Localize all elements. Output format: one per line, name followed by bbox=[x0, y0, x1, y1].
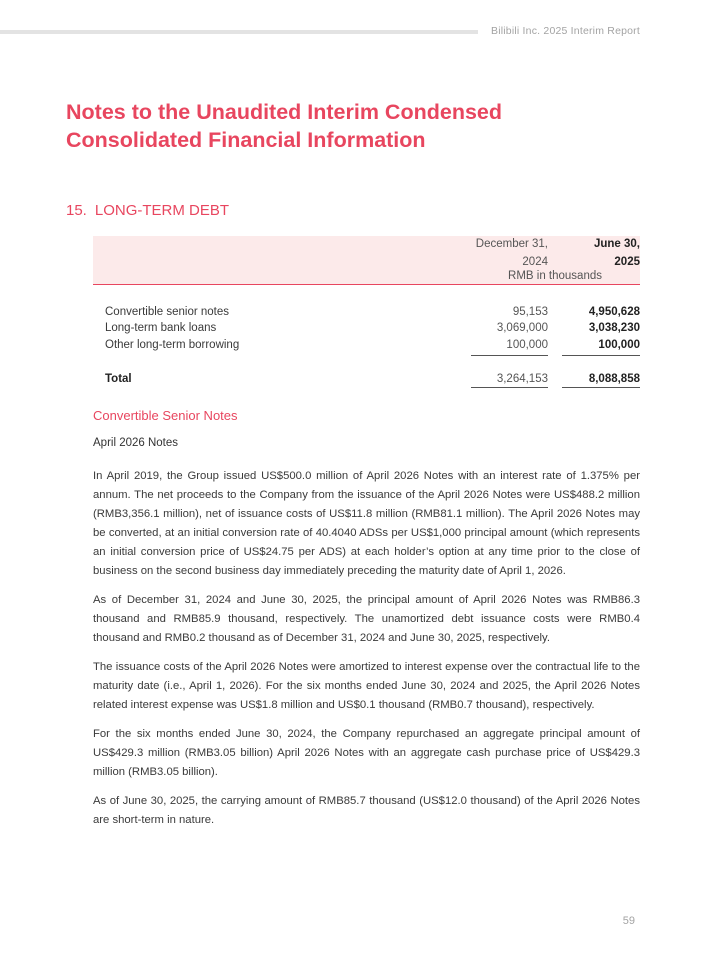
page-title: Notes to the Unaudited Interim Condensed Consolidated Financial Information bbox=[66, 100, 502, 152]
paragraph: The issuance costs of the April 2026 Notes were amortized to interest expense over the contractual life to the maturity date (i.e., April 1, 2026). For the six months ended June 30, 2024 and 2025, the April 2026 Notes related interest expense was US$1.8 million and US$0.1 thousand (RMB0.7 thousand), respectively. bbox=[93, 661, 640, 711]
total-label: Total bbox=[105, 373, 132, 385]
section-title: LONG-TERM DEBT bbox=[94, 202, 230, 219]
subtotal-rule-dec bbox=[471, 355, 548, 356]
paragraph: As of June 30, 2025, the carrying amount of RMB85.7 thousand (US$12.0 thousand) of the April 2026 Notes are short-term in nature. bbox=[93, 795, 640, 826]
table-header bbox=[93, 236, 640, 285]
subtotal-rule-jun bbox=[562, 355, 640, 356]
page-number: 59 bbox=[622, 915, 635, 927]
report-header-title: Bilibili Inc. 2025 Interim Report bbox=[491, 25, 640, 37]
convertible-senior-notes-heading: Convertible Senior Notes bbox=[93, 408, 238, 423]
value-jun-2025: 100,000 bbox=[598, 339, 640, 351]
paragraph: As of December 31, 2024 and June 30, 2025, the principal amount of April 2026 Notes was RMB86.3 thousand and RMB85.9 thousand, respectively. The unamortized debt issuance costs were RMB0.4 thousand and RMB0.2 thousand as of December 31, 2024 and June 30, 2025, respectively. bbox=[93, 594, 640, 644]
total-rule-jun bbox=[562, 387, 640, 388]
table-row bbox=[93, 339, 640, 356]
value-jun-2025: 3,038,230 bbox=[588, 322, 640, 334]
total-dec-2024: 3,264,153 bbox=[496, 373, 548, 385]
table-row bbox=[93, 306, 640, 323]
section-number: 15. bbox=[66, 202, 87, 219]
paragraph: In April 2019, the Group issued US$500.0 million of April 2026 Notes with an interest rate of 1.375% per annum. The net proceeds to the Company from the issuance of the April 2026 Notes were US$488.2 million (RMB3,356.1 million), net of issuance costs of US$11.8 million (RMB81.1 million). The April 2026 Notes may be converted, at an initial conversion rate of 40.4040 ADSs per US$1,000 principal amount (which represents an initial conversion price of US$24.75 per ADS) at each holder’s option at any time prior to the close of business on the second business day immediately preceding the maturity date of April 1, 2026. bbox=[93, 470, 640, 577]
total-jun-2025: 8,088,858 bbox=[588, 373, 640, 385]
total-rule-dec bbox=[471, 387, 548, 388]
body-text bbox=[93, 467, 640, 840]
row-label: Long-term bank loans bbox=[105, 322, 217, 334]
column-header-jun-2025-line2: 2025 bbox=[614, 256, 640, 268]
column-header-dec-2024-line2: 2024 bbox=[522, 256, 548, 268]
section-heading bbox=[66, 202, 229, 219]
total-row bbox=[93, 373, 640, 390]
row-label: Convertible senior notes bbox=[105, 306, 230, 318]
column-header-dec-2024-line1: December 31, bbox=[475, 238, 548, 250]
row-label: Other long-term borrowing bbox=[105, 339, 240, 351]
header-rule bbox=[0, 30, 478, 34]
april-2026-notes-heading: April 2026 Notes bbox=[93, 437, 179, 449]
value-dec-2024: 3,069,000 bbox=[496, 322, 548, 334]
long-term-debt-table bbox=[93, 236, 640, 385]
unit-label: RMB in thousands bbox=[508, 270, 602, 282]
table-row bbox=[93, 322, 640, 339]
paragraph: For the six months ended June 30, 2024, the Company repurchased an aggregate principal amount of US$429.3 million (RMB3.05 billion) April 2026 Notes with an aggregate cash purchase price of US$429.3 million (RMB3.05 billion). bbox=[93, 728, 640, 778]
column-header-jun-2025-line1: June 30, bbox=[593, 238, 640, 250]
value-dec-2024: 100,000 bbox=[506, 339, 548, 351]
value-dec-2024: 95,153 bbox=[512, 306, 548, 318]
value-jun-2025: 4,950,628 bbox=[588, 306, 640, 318]
